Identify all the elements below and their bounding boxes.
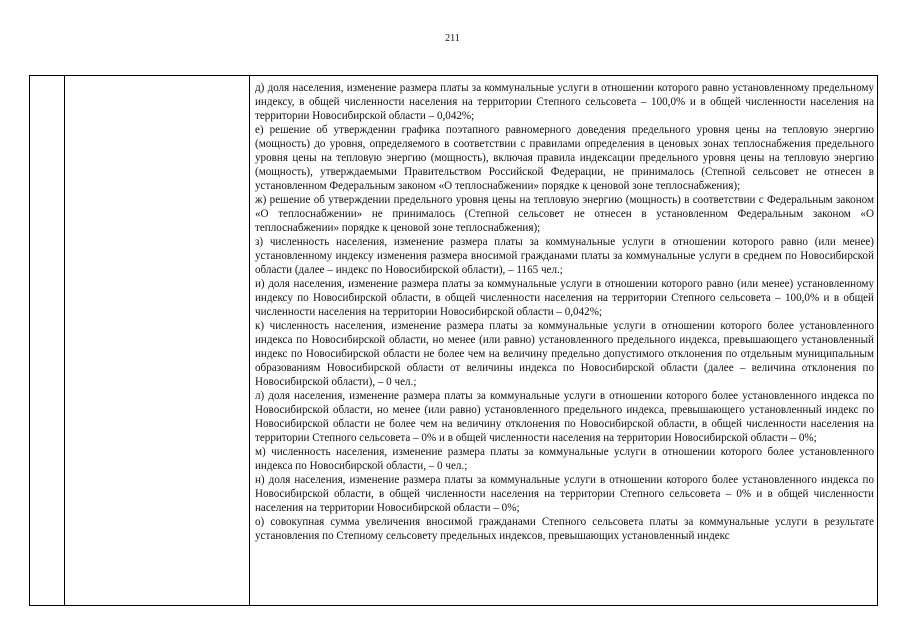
paragraph-d: д) доля населения, изменение размера платы за коммунальные услуги в отношении которого равно установленному предельному индексу, в общей численности населения на территории Степного сельсовета – 100,0% и в общей численности населения на территории Новосибирской области – 0,042%;	[255, 82, 874, 122]
paragraph-z: з) численность населения, изменение размера платы за коммунальные услуги в отношении которого равно (или менее) установленному индексу изменения размера вносимой гражданами платы за коммунальные услуги в среднем по Новосибирской области (далее – индекс по Новосибирской области), – 1165 чел.;	[255, 236, 874, 276]
paragraph-l: л) доля населения, изменение размера платы за коммунальные услуги в отношении которого более установленного индекса по Новосибирской области, но менее (или равно) установленного предельного индекса, превышающего установленный индекс по Новосибирской области не более чем на величину отклонения по Новосибирской области, в общей численности населения на территории Степного сельсовета – 0% и в общей численности населения на территории Новосибирской области – 0%;	[255, 390, 874, 444]
paragraph-o: о) совокупная сумма увеличения вносимой гражданами Степного сельсовета платы за коммунальные услуги в результате установления по Степному сельсовету предельных индексов, превышающих установленный индекс	[255, 516, 874, 542]
paragraph-k: к) численность населения, изменение размера платы за коммунальные услуги в отношении которого более установленного индекса по Новосибирской области, но менее (или равно) установленного предельного индекса, превышающего установленный индекс по Новосибирской области не более чем на величину предельно допустимого отклонения по отдельным муниципальным образованиям Новосибирской области от величины индекса по Новосибирской области (далее – величина отклонения по Новосибирской области), – 0 чел.;	[255, 320, 874, 388]
paragraph-n: н) доля населения, изменение размера платы за коммунальные услуги в отношении которого более установленного индекса по Новосибирской области, в общей численности населения на территории Степного сельсовета – 0% и в общей численности населения на территории Новосибирской области – 0%;	[255, 474, 874, 514]
paragraph-i: и) доля населения, изменение размера платы за коммунальные услуги в отношении которого равно (или менее) установленному индексу по Новосибирской области, в общей численности населения на территории Степного сельсовета – 100,0% и в общей численности населения на территории Новосибирской области – 0,042%;	[255, 278, 874, 318]
table-column-name	[65, 76, 250, 605]
page-number: 211	[445, 33, 460, 44]
document-table	[29, 75, 878, 606]
paragraph-zh: ж) решение об утверждении предельного уровня цены на тепловую энергию (мощность) в соответствии с Федеральным законом «О теплоснабжении» не принималось (Степной сельсовет не отнесен в установленном Федеральным законом «О теплоснабжении» порядке к ценовой зоне теплоснабжения);	[255, 194, 874, 234]
table-column-number	[30, 76, 65, 605]
paragraph-m: м) численность населения, изменение размера платы за коммунальные услуги в отношении которого более установленного индекса по Новосибирской области, – 0 чел.;	[255, 446, 874, 472]
paragraph-e: е) решение об утверждении графика поэтапного равномерного доведения предельного уровня цены на тепловую энергию (мощность) до уровня, определяемого в соответствии с правилами определения в ценовых зонах теплоснабжения предельного уровня цены на тепловую энергию (мощность), включая правила индексации предельного уровня цены на тепловую энергию (мощность), утверждаемыми Правительством Российской Федерации, не принималось (Степной сельсовет не отнесен в установленном Федеральным законом «О теплоснабжении» порядке к ценовой зоне теплоснабжения);	[255, 124, 874, 192]
table-column-content	[250, 76, 877, 605]
